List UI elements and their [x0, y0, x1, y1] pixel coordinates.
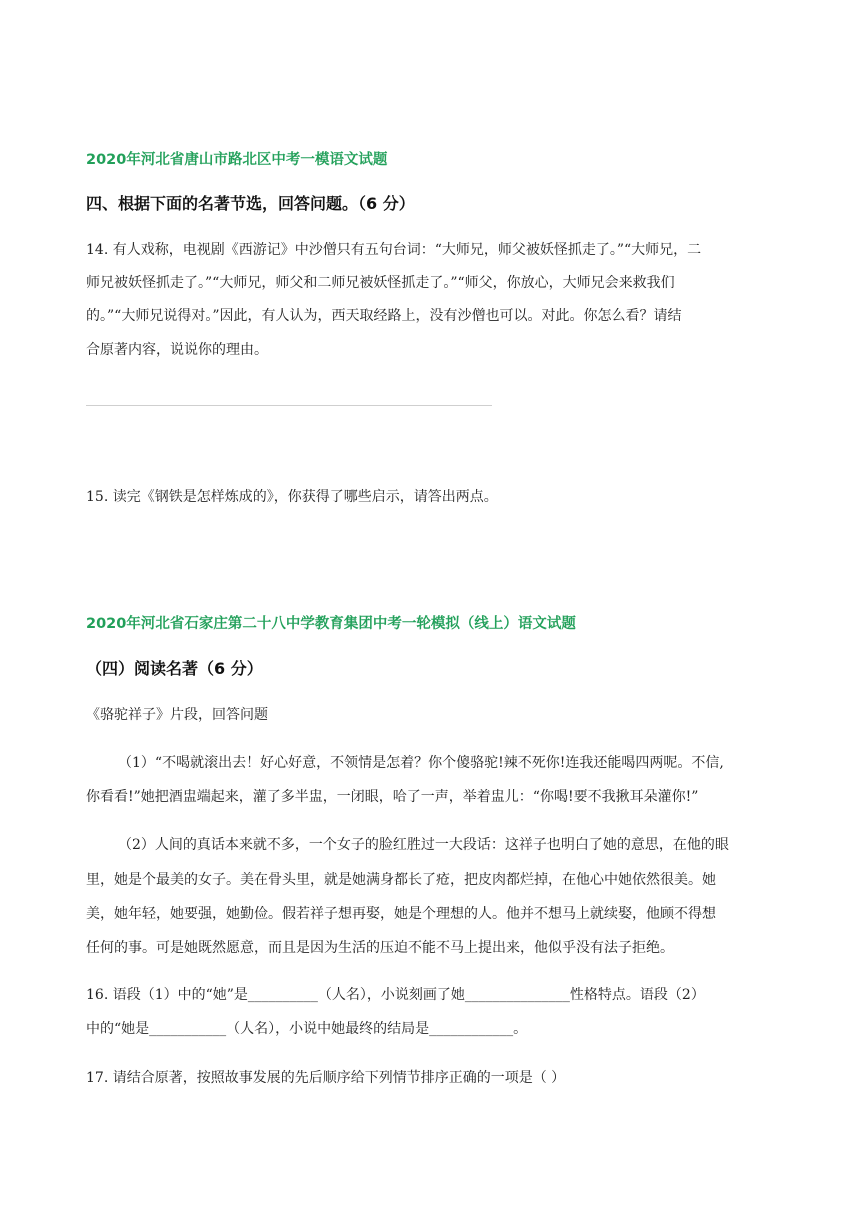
exam-title-1: 2020年河北省唐山市路北区中考一模语文试题 [86, 152, 388, 168]
q14-line-2: 师兄被妖怪抓走了。”“大师兄，师父和二师兄被妖怪抓走了。”“师父，你放心，大师兄会来救我们 [86, 275, 675, 291]
para2-line-2: 里，她是个最美的女子。美在骨头里，就是她满身都长了疮，把皮肉都烂掉，在他心中她依然很美。她 [86, 872, 716, 888]
q16-line-1: 16. 语段（1）中的“她”是__________（人名），小说刻画了她_______________性格特点。语段（2） [86, 987, 705, 1003]
question-15: 15. 读完《钢铁是怎样炼成的》，你获得了哪些启示，请答出两点。 [86, 489, 498, 505]
part-title-2: （四）阅读名著（6 分） [86, 659, 263, 678]
q14-line-4: 合原著内容，说说你的理由。 [86, 342, 268, 358]
para2-line-4: 任何的事。可是她既然愿意，而且是因为生活的压迫不能不马上提出来，他似乎没有法子拒绝。 [86, 940, 674, 956]
q16-line-2: 中的“她是___________（人名），小说中她最终的结局是____________。 [86, 1021, 528, 1037]
q14-line-1: 14. 有人戏称，电视剧《西游记》中沙僧只有五句台词：“大师兄，师父被妖怪抓走了。”“大师兄，二 [86, 242, 702, 258]
para1-line-1: （1）“不喝就滚出去！好心好意，不领情是怎着？你个傻骆驼!辣不死你!连我还能喝四两呢。不信, [118, 755, 724, 771]
q14-line-3: 的。”“大师兄说得对。”因此，有人认为，西天取经路上，没有沙僧也可以。对此。你怎么看？请结 [86, 308, 682, 324]
question-17: 17. 请结合原著，按照故事发展的先后顺序给下列情节排序正确的一项是（ ） [86, 1070, 566, 1086]
part-title-1: 四、根据下面的名著节选，回答问题。（6 分） [86, 194, 415, 213]
para2-line-1: （2）人间的真话本来就不多，一个女子的脸红胜过一大段话：这祥子也明白了她的意思，在他的眼 [118, 837, 729, 853]
excerpt-intro: 《骆驼祥子》片段，回答问题 [86, 707, 268, 723]
para1-line-2: 你看看!”她把酒盅端起来，灌了多半盅，一闭眼，哈了一声，举着盅儿：“你喝!要不我揪耳朵灌你!” [86, 789, 699, 805]
para2-line-3: 美，她年轻，她要强，她勤俭。假若祥子想再娶，她是个理想的人。他并不想马上就续娶，他顾不得想 [86, 906, 716, 922]
exam-title-2: 2020年河北省石家庄第二十八中学教育集团中考一轮模拟（线上）语文试题 [86, 616, 576, 632]
answer-line [86, 405, 492, 406]
